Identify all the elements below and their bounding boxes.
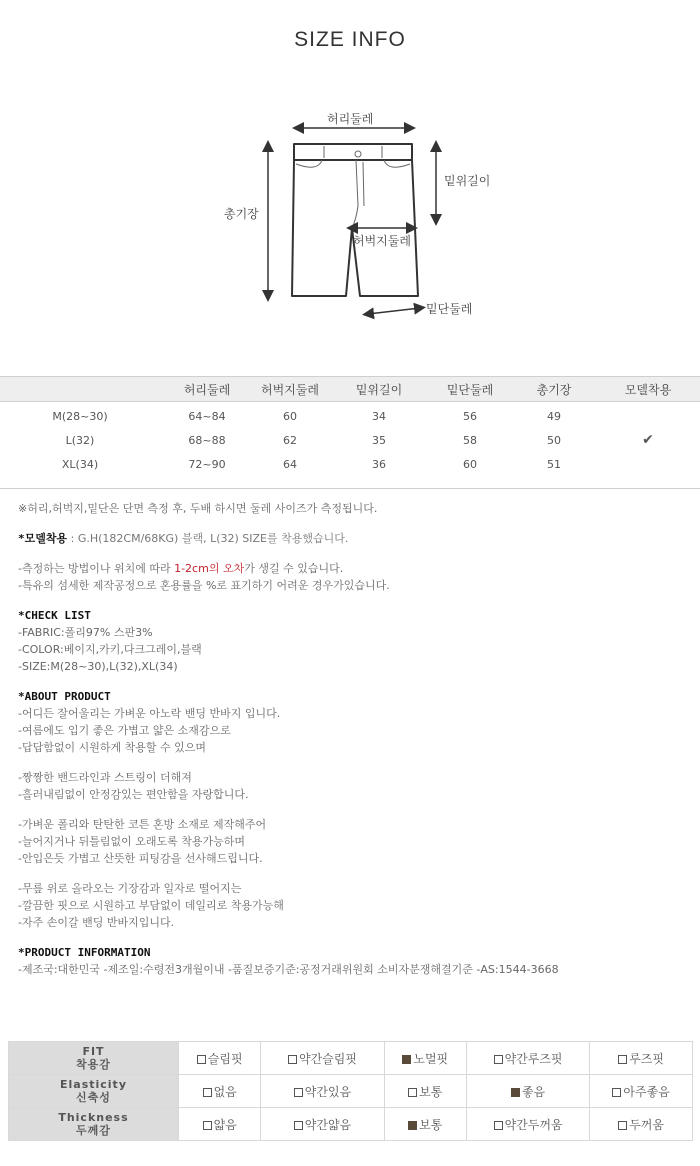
header-thigh: 허벅지둘레: [261, 382, 319, 397]
checkbox-icon: [203, 1121, 212, 1130]
model-cell: [603, 404, 693, 428]
table-row: [0, 404, 700, 428]
about-line: -짱짱한 밴드라인과 스트링이 더해져: [18, 771, 192, 784]
product-notes: [18, 500, 688, 978]
divider: [0, 488, 700, 489]
fit-option: [590, 1042, 693, 1075]
fit-option: [179, 1042, 261, 1075]
check-list-title: *CHECK LIST: [18, 609, 91, 622]
elasticity-option: [466, 1075, 589, 1108]
option-label: 보통: [419, 1117, 443, 1132]
about-line: -흘러내림없이 안정감있는 편안함을 자랑합니다.: [18, 788, 249, 801]
total-length-label: 총기장: [224, 207, 259, 221]
measure-note: ※허리,허벅지,밑단은 단면 측정 후, 두배 하시면 둘레 사이즈가 측정됩니다.: [18, 502, 378, 515]
option-label: 얇음: [213, 1117, 237, 1132]
elasticity-option: [384, 1075, 466, 1108]
elasticity-option: [179, 1075, 261, 1108]
waist-cell: 64~84: [188, 409, 226, 423]
size-table-header: [0, 376, 700, 402]
size-cell: M(28~30): [52, 409, 108, 423]
check-line: -FABRIC:폴리97% 스판3%: [18, 626, 153, 639]
hem-cell: 60: [463, 457, 477, 471]
option-label: 약간얇음: [304, 1117, 352, 1132]
error-highlight: 1-2cm의 오차: [174, 562, 245, 575]
checkbox-icon: [618, 1121, 627, 1130]
model-label: *모델착용: [18, 532, 68, 545]
hem-cell: 56: [463, 409, 477, 423]
hem-label: 밑단둘레: [426, 302, 473, 316]
checkbox-icon: [612, 1088, 621, 1097]
model-text: : G.H(182CM/68KG) 블랙, L(32) SIZE를 착용했습니다.: [67, 532, 349, 545]
rise-label: 밑위길이: [444, 174, 491, 188]
size-cell: XL(34): [61, 457, 99, 471]
product-info-line: -제조국:대한민국 -제조일:수령전3개월이내 -품질보증기준:공정거래위원회 소비자분쟁해결기준 -AS:1544-3668: [18, 963, 559, 976]
thickness-label: [9, 1108, 179, 1141]
error-note: [18, 560, 688, 577]
hem-cell: 58: [463, 433, 477, 447]
length-cell: 50: [547, 433, 561, 447]
elasticity-label-ko: 신축성: [76, 1091, 111, 1104]
option-label: 슬림핏: [207, 1051, 243, 1066]
shorts-illustration: [0, 100, 700, 330]
thigh-cell: 64: [283, 457, 297, 471]
thigh-label: 허벅지둘레: [353, 234, 411, 248]
elasticity-option: [261, 1075, 384, 1108]
checkbox-icon: [294, 1088, 303, 1097]
rise-cell: 36: [372, 457, 386, 471]
page-title: SIZE INFO: [294, 28, 406, 51]
elasticity-label-en: Elasticity: [59, 1078, 127, 1091]
fit-label: [9, 1042, 179, 1075]
option-label: 노멀핏: [413, 1051, 449, 1066]
thigh-cell: 62: [283, 433, 297, 447]
thickness-option: [179, 1108, 261, 1141]
length-cell: 51: [547, 457, 561, 471]
check-line: -COLOR:베이지,카키,다크그레이,블랙: [18, 643, 202, 656]
about-line: -깔끔한 핏으로 시원하고 부담없이 데일리로 착용가능해: [18, 899, 284, 912]
mix-note: -특유의 섬세한 제작공정으로 혼용률을 %로 표기하기 어려운 경우가있습니다.: [18, 579, 390, 592]
thickness-label-en: Thickness: [58, 1111, 129, 1124]
about-line: -어디든 잘어울리는 가벼운 아노락 밴딩 반바지 입니다.: [18, 707, 281, 720]
checkbox-icon: [494, 1121, 503, 1130]
header-hem: 밑단둘레: [446, 382, 494, 397]
fit-row: [9, 1042, 693, 1075]
about-line: -답답함없이 시원하게 착용할 수 있으며: [18, 741, 206, 754]
table-row: [0, 452, 700, 476]
elasticity-option: [590, 1075, 693, 1108]
table-row: [0, 428, 700, 452]
option-label: 약간있음: [304, 1084, 352, 1099]
waist-cell: 68~88: [188, 433, 226, 447]
about-line: -안입은듯 가볍고 산뜻한 피팅감을 선사해드립니다.: [18, 852, 263, 865]
thickness-option: [590, 1108, 693, 1141]
header-length: 총기장: [536, 382, 572, 397]
checkbox-icon: [618, 1055, 627, 1064]
product-info-title: *PRODUCT INFORMATION: [18, 946, 151, 959]
option-label: 두꺼움: [629, 1117, 664, 1132]
error-post: 가 생길 수 있습니다.: [244, 562, 344, 575]
option-label: 약간슬림핏: [298, 1051, 357, 1066]
about-line: -자주 손이갈 밴딩 반바지입니다.: [18, 916, 175, 929]
about-line: -가벼운 폴리와 탄탄한 코튼 혼방 소재로 제작해주어: [18, 818, 267, 831]
waist-label: 허리둘레: [327, 112, 374, 126]
about-line: -무릎 위로 올라오는 기장감과 일자로 떨어지는: [18, 882, 242, 895]
fit-label-ko: 착용감: [76, 1058, 111, 1071]
checkbox-icon: [494, 1055, 503, 1064]
checkbox-icon: [294, 1121, 303, 1130]
option-label: 보통: [419, 1084, 443, 1099]
header-waist: 허리둘레: [183, 382, 231, 397]
header-model: 모델착용: [624, 382, 672, 397]
option-label: 약간루즈핏: [504, 1051, 563, 1066]
waist-cell: 72~90: [188, 457, 226, 471]
thigh-cell: 60: [283, 409, 297, 423]
checkbox-icon: [288, 1055, 297, 1064]
rise-cell: 35: [372, 433, 386, 447]
elasticity-label: [9, 1075, 179, 1108]
checkbox-icon: [203, 1088, 212, 1097]
fit-table: [8, 1041, 693, 1141]
option-label: 없음: [213, 1084, 237, 1099]
option-label: 루즈핏: [629, 1051, 664, 1066]
about-line: -늘어지거나 뒤틀림없이 오래도록 착용가능하며: [18, 835, 245, 848]
model-cell: [603, 452, 693, 476]
measurement-diagram: [0, 100, 700, 330]
fit-option: [384, 1042, 466, 1075]
fit-option: [466, 1042, 589, 1075]
rise-cell: 34: [372, 409, 386, 423]
model-note: [18, 530, 688, 547]
option-label: 좋음: [521, 1084, 546, 1099]
fit-option: [261, 1042, 384, 1075]
thickness-row: [9, 1108, 693, 1141]
length-cell: 49: [547, 409, 561, 423]
about-line: -여름에도 입기 좋은 가볍고 얇은 소재감으로: [18, 724, 231, 737]
checkbox-checked-icon: [402, 1055, 411, 1064]
thickness-label-ko: 두께감: [76, 1124, 111, 1137]
header-rise: 밑위길이: [355, 382, 403, 397]
error-pre: -측정하는 방법이나 위치에 따라: [18, 562, 175, 575]
model-check-icon: ✔: [642, 432, 654, 448]
thickness-option: [384, 1108, 466, 1141]
checkbox-icon: [408, 1088, 417, 1097]
elasticity-row: [9, 1075, 693, 1108]
checkbox-checked-icon: [408, 1121, 417, 1130]
option-label: 약간두꺼움: [504, 1117, 563, 1132]
check-line: -SIZE:M(28~30),L(32),XL(34): [18, 660, 178, 673]
thickness-option: [261, 1108, 384, 1141]
checkbox-checked-icon: [511, 1088, 520, 1097]
size-cell: L(32): [65, 433, 95, 447]
thickness-option: [466, 1108, 589, 1141]
fit-label-en: FIT: [82, 1045, 105, 1058]
option-label: 아주좋음: [623, 1084, 670, 1099]
checkbox-icon: [197, 1055, 206, 1064]
about-title: *ABOUT PRODUCT: [18, 690, 111, 703]
size-table: [0, 376, 700, 489]
